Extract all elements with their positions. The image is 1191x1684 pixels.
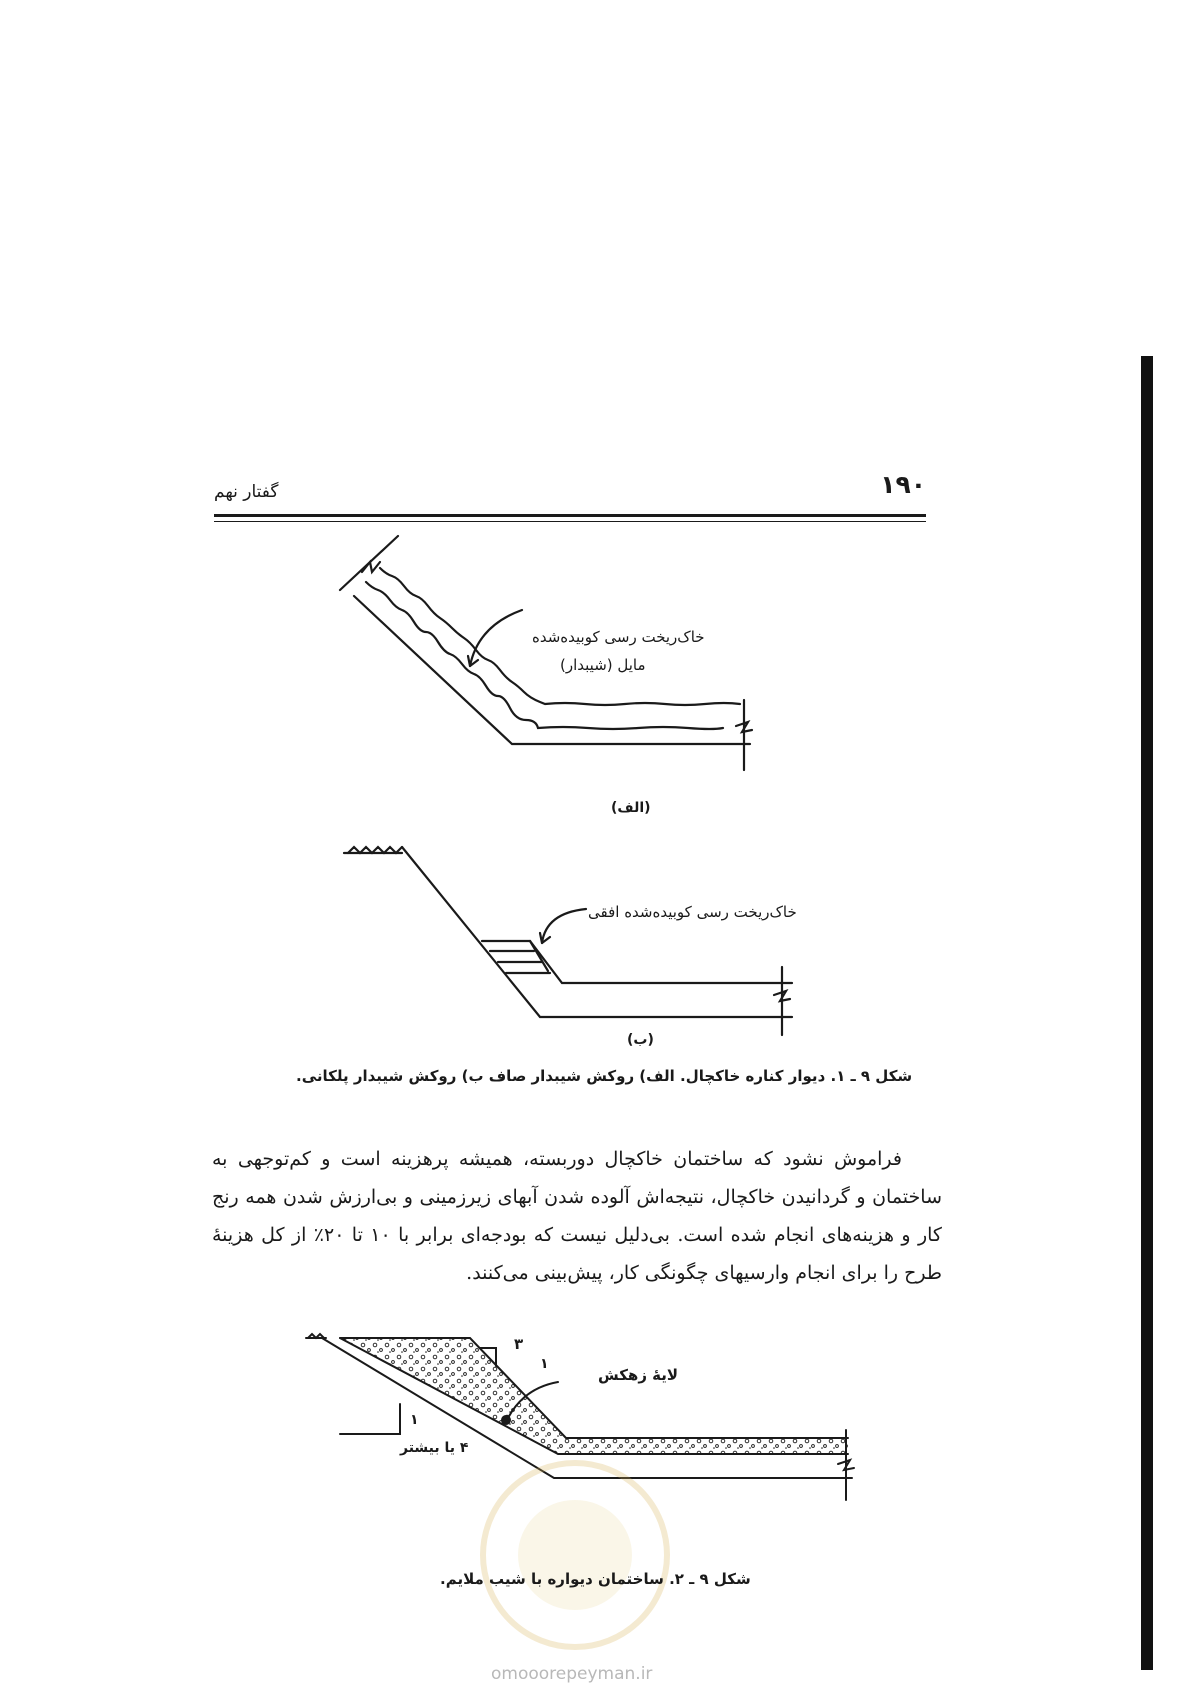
figure-2-caption: شکل ۹ ـ ۲. ساختمان دیواره با شیب ملایم. xyxy=(440,1570,751,1588)
figure-1-caption: شکل ۹ ـ ۱. دیوار کناره خاکچال. الف) روکش شیبدار صاف ب) روکش شیبدار پلکانی. xyxy=(296,1067,913,1085)
figure-2-slope-bottom-run: ۴ یا بیشتر xyxy=(400,1440,469,1456)
paragraph-text: فراموش نشود که ساختمان خاکچال دوربسته، همیشه پرهزینه است و کم‌توجهی به ساختمان و گردانیدن خاکچال، نتیجه‌اش آلوده شدن آبهای زیرزمینی و بی‌ارزش شدن همه رنج کار و هزینه‌های انجام شده است. بی‌دلیل نیست که بودجه‌ای برابر با ۱۰ تا ۲۰٪ از کل هزینهٔ طرح را برای انجام وارسیهای چگونگی کار، پیش‌بینی می‌کنند. xyxy=(212,1148,942,1284)
figure-2-slope-top-rise: ۱ xyxy=(540,1356,549,1372)
chapter-title: گفتار نهم xyxy=(214,482,279,502)
figure-1a-sublabel: (الف) xyxy=(611,800,651,816)
figure-2-slope-top-run: ۳ xyxy=(514,1335,524,1353)
figure-1b-diagram xyxy=(330,845,800,1045)
figure-1a-label-line2: مایل (شیبدار) xyxy=(560,656,646,674)
figure-2-slope-bottom-rise: ۱ xyxy=(410,1412,419,1428)
footer-url: omooorepeyman.ir xyxy=(491,1664,653,1684)
figure-1b-sublabel: (ب) xyxy=(627,1032,654,1048)
watermark-seal-center xyxy=(518,1500,632,1610)
header-rule-thin xyxy=(214,521,926,522)
figure-2-drain-layer-label: لایهٔ زهکش xyxy=(598,1366,679,1384)
figure-1a-label-line1: خاک‌ریخت رسی کوبیده‌شده xyxy=(532,628,705,646)
header-rule-thick xyxy=(214,514,926,517)
body-paragraph xyxy=(212,1140,942,1292)
page-edge-bar xyxy=(1141,356,1153,1670)
page-header xyxy=(214,470,926,518)
page-number: ۱۹۰ xyxy=(880,470,926,499)
figure-1b-label: خاک‌ریخت رسی کوبیده‌شده افقی xyxy=(588,903,797,921)
